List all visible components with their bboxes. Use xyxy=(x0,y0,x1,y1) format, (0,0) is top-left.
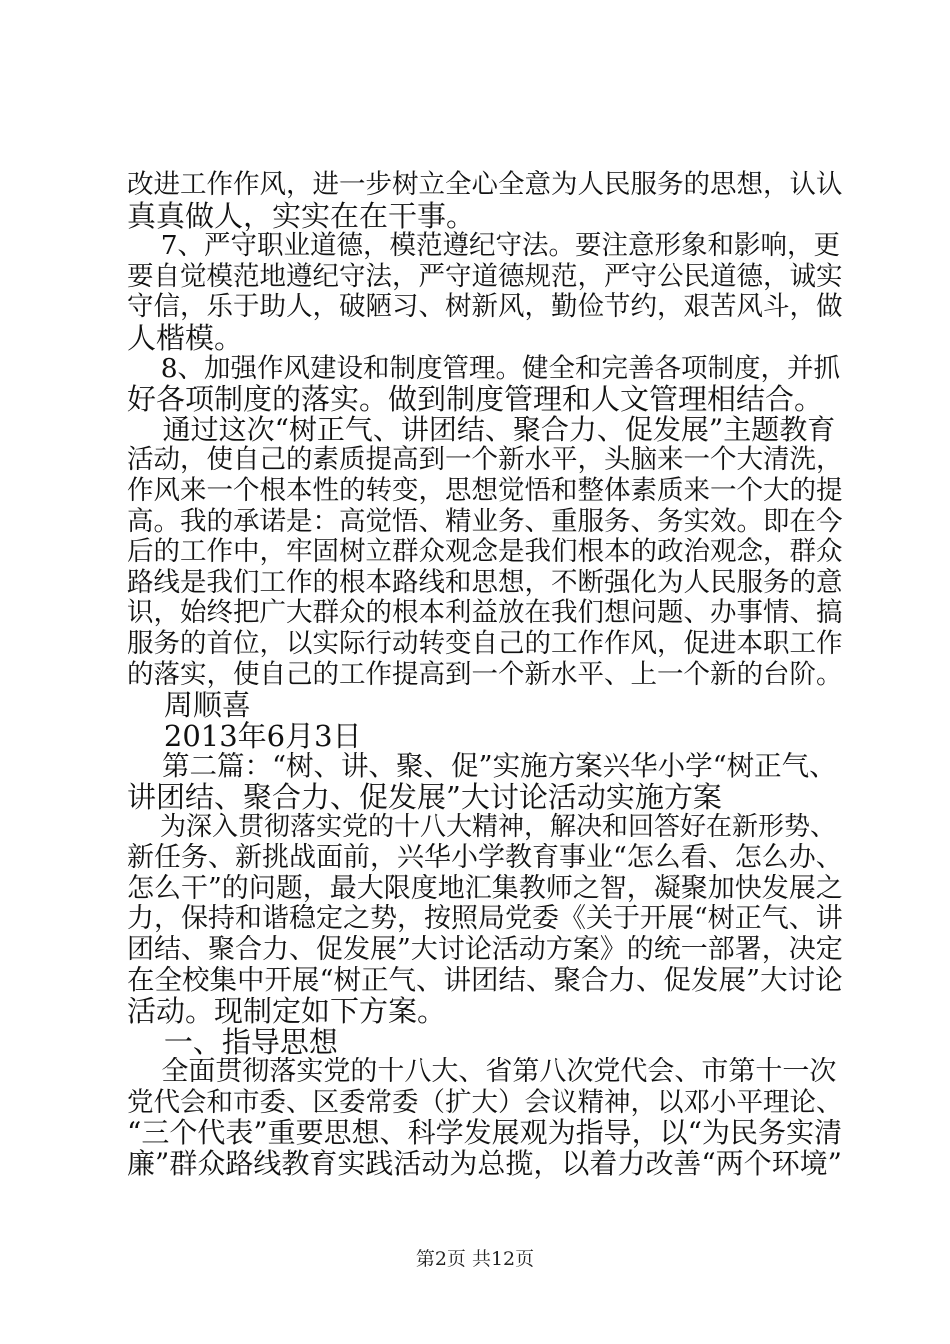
text-line: 周顺喜 xyxy=(127,690,251,721)
text-line: 好各项制度的落实。做到制度管理和人文管理相结合。 xyxy=(127,384,824,415)
text-line: 的落实，使自己的工作提高到一个新水平、上一个新的台阶。 xyxy=(127,659,843,690)
text-line: 服务的首位，以实际行动转变自己的工作作风，促进本职工作 xyxy=(127,628,843,659)
text-line: 党代会和市委、区委常委（扩大）会议精神，以邓小平理论、 xyxy=(127,1087,843,1118)
text-line: 廉”群众路线教育实践活动为总揽，以着力改善“两个环境” xyxy=(127,1149,842,1180)
text-line: 怎么干”的问题，最大限度地汇集教师之智，凝聚加快发展之 xyxy=(127,873,843,904)
text-line: 人楷模。 xyxy=(127,322,244,354)
text-line: 全面贯彻落实党的十八大、省第八次党代会、市第十一次 xyxy=(127,1057,837,1088)
text-line: 改进工作作风，进一步树立全心全意为人民服务的思想，认认 xyxy=(127,170,843,200)
text-line: 团结、聚合力、促发展”大讨论活动方案》的统一部署，决定 xyxy=(127,934,843,965)
text-line: 后的工作中，牢固树立群众观念是我们根本的政治观念，群众 xyxy=(127,537,843,568)
text-line: “三个代表”重要思想、科学发展观为指导，以“为民务实清 xyxy=(127,1118,842,1149)
text-line: 力，保持和谐稳定之势，按照局党委《关于开展“树正气、讲 xyxy=(127,904,843,935)
text-line: 2013年6月3日 xyxy=(127,720,362,752)
text-line: 高。我的承诺是：高觉悟、精业务、重服务、务实效。即在今 xyxy=(127,506,843,537)
text-line: 守信，乐于助人，破陋习、树新风，勤俭节约，艰苦风斗，做 xyxy=(127,292,843,323)
text-line: 为深入贯彻落实党的十八大精神，解决和回答好在新形势、 xyxy=(127,812,837,843)
text-line: 第二篇：“树、讲、聚、促”实施方案兴华小学“树正气、 xyxy=(127,751,837,782)
text-line: 活动，使自己的素质提高到一个新水平，头脑来一个大清洗， xyxy=(127,445,843,476)
text-line: 通过这次“树正气、讲团结、聚合力、促发展”主题教育 xyxy=(127,414,836,446)
text-line: 8、加强作风建设和制度管理。健全和完善各项制度，并抓 xyxy=(127,353,841,384)
text-line: 在全校集中开展“树正气、讲团结、聚合力、促发展”大讨论 xyxy=(127,965,843,997)
text-line: 讲团结、聚合力、促发展”大讨论活动实施方案 xyxy=(127,781,722,813)
text-line: 新任务、新挑战面前，兴华小学教育事业“怎么看、怎么办、 xyxy=(127,843,843,874)
text-line: 真真做人，实实在在干事。 xyxy=(127,200,476,232)
page-footer: 第2页 共12页 xyxy=(415,1248,535,1270)
text-line: 识，始终把广大群众的根本利益放在我们想问题、办事情、搞 xyxy=(127,598,843,629)
text-line: 活动。现制定如下方案。 xyxy=(127,996,447,1027)
text-line: 作风来一个根本性的转变，思想觉悟和整体素质来一个大的提 xyxy=(127,475,843,506)
document-body xyxy=(127,170,847,1180)
text-line: 一、指导思想 xyxy=(127,1026,338,1058)
text-line: 7、严守职业道德，模范遵纪守法。要注意形象和影响，更 xyxy=(127,231,841,262)
text-line: 路线是我们工作的根本路线和思想，不断强化为人民服务的意 xyxy=(127,567,843,598)
text-line: 要自觉模范地遵纪守法，严守道德规范，严守公民道德，诚实 xyxy=(127,261,843,292)
